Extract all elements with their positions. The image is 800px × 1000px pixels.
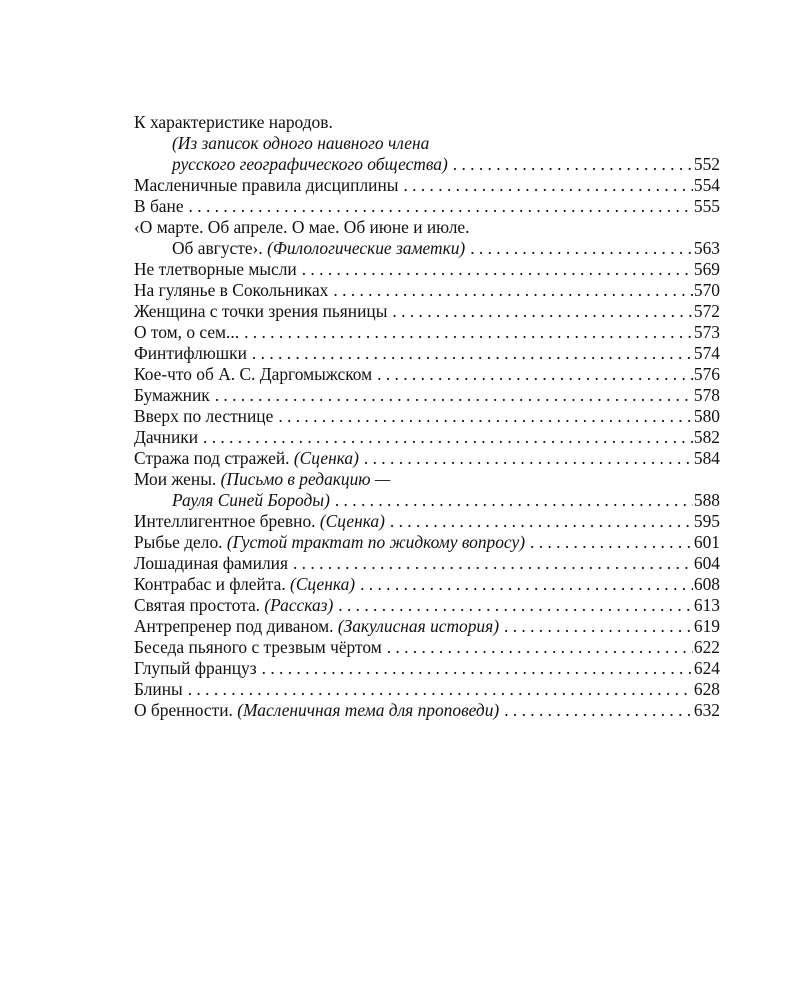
dot-leader xyxy=(278,406,693,427)
toc-entry-subtitle: (Из записок одного наивного члена xyxy=(172,133,430,153)
dot-leader xyxy=(364,448,693,469)
toc-entry xyxy=(134,511,720,532)
toc-entry-title xyxy=(134,637,382,658)
toc-entry-subtitle: (Масленичная тема для проповеди) xyxy=(237,700,500,720)
dot-leader xyxy=(262,658,693,679)
dot-leader xyxy=(504,700,693,721)
toc-entry-page-number: 555 xyxy=(693,196,720,216)
toc-entry xyxy=(134,595,720,616)
toc-entry xyxy=(134,217,720,238)
toc-entry-title xyxy=(134,595,333,616)
toc-entry-main-title: Не тлетворные мысли xyxy=(134,259,297,279)
toc-entry-title xyxy=(134,658,257,679)
toc-entry-subtitle: (Сценка) xyxy=(290,574,356,594)
toc-entry xyxy=(134,658,720,679)
toc-entry-page-number: 608 xyxy=(693,574,720,594)
dot-leader xyxy=(390,511,693,532)
toc-entry-subtitle: (Филологические заметки) xyxy=(267,238,466,258)
dot-leader xyxy=(504,616,693,637)
toc-entry-main-title: Антрепренер под диваном. xyxy=(134,616,334,636)
toc-entry-page-number: 572 xyxy=(693,301,720,321)
toc-entry-title xyxy=(134,385,210,406)
toc-entry-subtitle: (Сценка) xyxy=(293,448,359,468)
dot-leader xyxy=(215,385,693,406)
dot-leader xyxy=(188,679,693,700)
dot-leader xyxy=(333,280,693,301)
toc-entry-page-number: 619 xyxy=(693,616,720,636)
toc-entry-main-title: Стража под стражей. xyxy=(134,448,290,468)
toc-entry xyxy=(134,259,720,280)
toc-entry-title xyxy=(172,490,330,511)
toc-entry xyxy=(134,679,720,700)
toc-entry xyxy=(134,238,720,259)
toc-entry-main-title: Глупый француз xyxy=(134,658,257,678)
toc-entry-title xyxy=(134,175,398,196)
toc-entry xyxy=(134,343,720,364)
toc-entry-title xyxy=(134,406,273,427)
toc-entry-page-number: 552 xyxy=(693,154,720,174)
toc-entry-title xyxy=(134,301,387,322)
toc-entry xyxy=(134,406,720,427)
toc-entry xyxy=(134,574,720,595)
toc-entry-page-number: 595 xyxy=(693,511,720,531)
toc-entry-page-number: 563 xyxy=(693,238,720,258)
dot-leader xyxy=(453,154,693,175)
dot-leader xyxy=(189,196,693,217)
toc-entry-title xyxy=(134,322,239,343)
toc-entry-subtitle: (Сценка) xyxy=(319,511,385,531)
toc-entry xyxy=(134,448,720,469)
toc-entry-title xyxy=(134,343,247,364)
toc-entry-subtitle: (Рассказ) xyxy=(264,595,334,615)
toc-entry-subtitle: русского географического общества) xyxy=(172,154,448,174)
toc-entry-title xyxy=(134,259,297,280)
toc-entry-title xyxy=(134,532,525,553)
toc-entry-page-number: 554 xyxy=(693,175,720,195)
toc-entry-page-number: 569 xyxy=(693,259,720,279)
dot-leader xyxy=(203,427,693,448)
toc-entry xyxy=(134,364,720,385)
toc-entry-title xyxy=(134,112,333,133)
toc-entry-page-number: 573 xyxy=(693,322,720,342)
toc-entry xyxy=(134,385,720,406)
toc-entry-page-number: 622 xyxy=(693,637,720,657)
dot-leader xyxy=(244,322,693,343)
toc-entry xyxy=(134,112,720,133)
toc-entry xyxy=(134,553,720,574)
toc-entry-main-title: Святая простота. xyxy=(134,595,261,615)
toc-entry xyxy=(134,154,720,175)
dot-leader xyxy=(387,637,693,658)
dot-leader xyxy=(302,259,693,280)
toc-entry xyxy=(134,133,720,154)
toc-entry-main-title: О бренности. xyxy=(134,700,233,720)
toc-entry-main-title: Кое-что об А. С. Даргомыжском xyxy=(134,364,373,384)
toc-entry-page-number: 574 xyxy=(693,343,720,363)
toc-entry-subtitle: (Закулисная история) xyxy=(337,616,499,636)
toc-entry-main-title: Мои жены. xyxy=(134,469,217,489)
dot-leader xyxy=(360,574,693,595)
toc-entry-page-number: 601 xyxy=(693,532,720,552)
toc-entry-title xyxy=(134,574,355,595)
toc-entry xyxy=(134,469,720,490)
toc-entry-title xyxy=(134,217,469,238)
dot-leader xyxy=(377,364,693,385)
toc-entry-page-number: 570 xyxy=(693,280,720,300)
toc-entry-page-number: 613 xyxy=(693,595,720,615)
toc-entry-page-number: 578 xyxy=(693,385,720,405)
dot-leader xyxy=(335,490,693,511)
toc-entry-main-title: Вверх по лестнице xyxy=(134,406,274,426)
toc-entry-title xyxy=(134,280,328,301)
toc-entry-main-title: На гулянье в Сокольниках xyxy=(134,280,329,300)
toc-entry-subtitle: (Густой трактат по жидкому вопросу) xyxy=(226,532,526,552)
toc-entry-page-number: 604 xyxy=(693,553,720,573)
toc-entry xyxy=(134,280,720,301)
toc-entry-main-title: Масленичные правила дисциплины xyxy=(134,175,399,195)
toc-entry xyxy=(134,637,720,658)
toc-entry-title xyxy=(172,154,448,175)
toc-entry-title xyxy=(134,469,390,490)
toc-entry-title xyxy=(134,616,499,637)
toc-entry-main-title: Об августе›. xyxy=(172,238,263,258)
dot-leader xyxy=(530,532,693,553)
toc-entry-title xyxy=(172,133,429,154)
toc-entry-main-title: Финтифлюшки xyxy=(134,343,247,363)
toc-entry xyxy=(134,175,720,196)
toc-entry xyxy=(134,301,720,322)
dot-leader xyxy=(403,175,692,196)
toc-entry-title xyxy=(134,427,198,448)
dot-leader xyxy=(338,595,693,616)
toc-entry-title xyxy=(134,364,372,385)
toc-entry-main-title: Контрабас и флейта. xyxy=(134,574,286,594)
toc-entry xyxy=(134,427,720,448)
toc-entry xyxy=(134,700,720,721)
toc-entry-page-number: 584 xyxy=(693,448,720,468)
toc-entry-title xyxy=(134,700,499,721)
toc-entry-subtitle: (Письмо в редакцию — xyxy=(220,469,391,489)
toc-entry-subtitle: Рауля Синей Бороды) xyxy=(172,490,330,510)
toc-entry-title xyxy=(134,511,385,532)
toc-entry-main-title: Бумажник xyxy=(134,385,210,405)
toc-entry-page-number: 580 xyxy=(693,406,720,426)
toc-entry-main-title: В бане xyxy=(134,196,184,216)
dot-leader xyxy=(293,553,693,574)
toc-entry-page-number: 632 xyxy=(693,700,720,720)
toc-entry-main-title: Дачники xyxy=(134,427,199,447)
dot-leader xyxy=(470,238,693,259)
toc-entry-main-title: Блины xyxy=(134,679,183,699)
toc-entry xyxy=(134,532,720,553)
toc-entry-title xyxy=(134,553,288,574)
toc-entry-main-title: К характеристике народов. xyxy=(134,112,333,132)
toc-entry-main-title: Рыбье дело. xyxy=(134,532,223,552)
toc-entry-main-title: Женщина с точки зрения пьяницы xyxy=(134,301,388,321)
toc-entry-main-title: ‹О марте. Об апреле. О мае. Об июне и июле. xyxy=(134,217,470,237)
toc-entry-page-number: 582 xyxy=(693,427,720,447)
toc-entry-title xyxy=(134,196,184,217)
toc-entry-main-title: О том, о сем... xyxy=(134,322,240,342)
toc-entry xyxy=(134,616,720,637)
table-of-contents xyxy=(134,112,720,721)
toc-entry xyxy=(134,490,720,511)
toc-entry-page-number: 588 xyxy=(693,490,720,510)
toc-entry-page-number: 576 xyxy=(693,364,720,384)
toc-entry-title xyxy=(172,238,465,259)
toc-entry-page-number: 624 xyxy=(693,658,720,678)
toc-entry xyxy=(134,322,720,343)
toc-entry-title xyxy=(134,448,359,469)
toc-entry-main-title: Интеллигентное бревно. xyxy=(134,511,316,531)
toc-entry-main-title: Беседа пьяного с трезвым чёртом xyxy=(134,637,382,657)
dot-leader xyxy=(392,301,692,322)
toc-entry xyxy=(134,196,720,217)
toc-entry-title xyxy=(134,679,183,700)
toc-entry-main-title: Лошадиная фамилия xyxy=(134,553,288,573)
dot-leader xyxy=(252,343,693,364)
toc-entry-page-number: 628 xyxy=(693,679,720,699)
